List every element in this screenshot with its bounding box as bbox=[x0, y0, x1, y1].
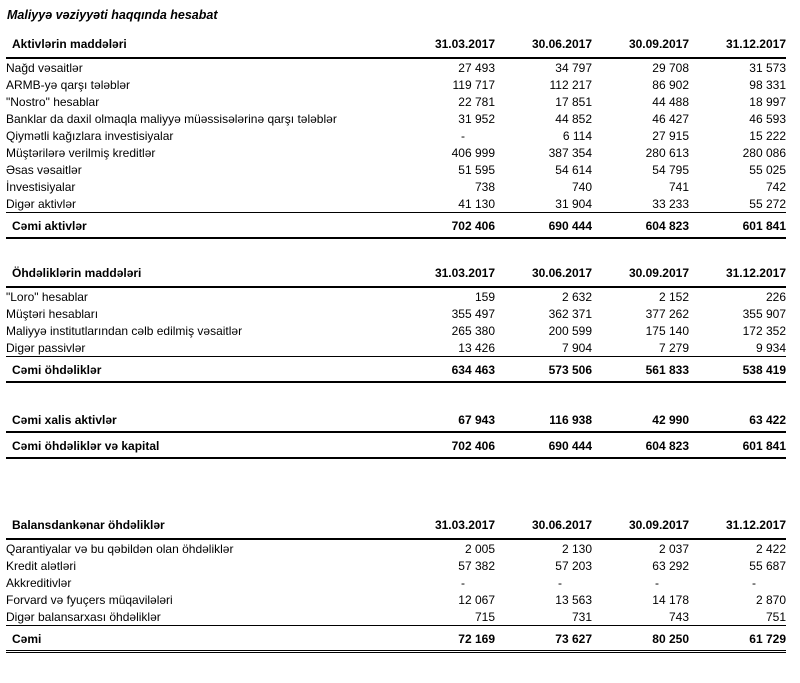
row-value: 2 152 bbox=[658, 289, 689, 304]
total-value: 116 938 bbox=[495, 407, 592, 432]
financial-table bbox=[6, 263, 786, 383]
row-value: 362 371 bbox=[548, 306, 592, 321]
table-row bbox=[6, 195, 786, 213]
row-label: Müştərilərə verilmiş kreditlər bbox=[6, 145, 156, 160]
row-value: 18 997 bbox=[749, 94, 786, 109]
financial-table bbox=[6, 407, 786, 459]
row-value: 265 380 bbox=[451, 323, 495, 338]
row-value: 31 952 bbox=[458, 111, 495, 126]
total-value: 702 406 bbox=[398, 213, 495, 239]
total-value: 538 419 bbox=[689, 357, 786, 383]
row-value: 7 279 bbox=[658, 340, 689, 355]
row-value: 33 233 bbox=[652, 196, 689, 211]
total-value: 601 841 bbox=[689, 213, 786, 239]
row-value: 13 426 bbox=[458, 340, 495, 355]
row-label: Nağd vəsaitlər bbox=[6, 60, 83, 75]
table-row bbox=[6, 127, 786, 144]
table-row bbox=[6, 322, 786, 339]
table-row bbox=[6, 110, 786, 127]
row-label: Digər balansarxası öhdəliklər bbox=[6, 609, 161, 624]
row-value: 751 bbox=[765, 609, 786, 624]
total-label: Cəmi öhdəliklər və kapital bbox=[6, 432, 398, 458]
total-value: 63 422 bbox=[689, 407, 786, 432]
report-title: Maliyyə vəziyyəti haqqında hesabat bbox=[7, 8, 218, 22]
row-value: 31 904 bbox=[555, 196, 592, 211]
row-label: Qiymətli kağızlara investisiyalar bbox=[6, 128, 174, 143]
table-row bbox=[6, 161, 786, 178]
column-header-date: 31.03.2017 bbox=[398, 515, 495, 539]
row-value: 51 595 bbox=[458, 162, 495, 177]
row-value: - bbox=[461, 575, 465, 590]
row-label: "Loro" hesablar bbox=[6, 289, 88, 304]
total-label: Cəmi bbox=[6, 626, 398, 652]
total-value: 634 463 bbox=[398, 357, 495, 383]
row-value: 738 bbox=[474, 179, 495, 194]
row-value: 41 130 bbox=[458, 196, 495, 211]
total-value: 72 169 bbox=[398, 626, 495, 652]
row-value: 14 178 bbox=[652, 592, 689, 607]
column-header-date: 31.12.2017 bbox=[689, 34, 786, 58]
table-row bbox=[6, 305, 786, 322]
row-value: 44 488 bbox=[652, 94, 689, 109]
total-value: 702 406 bbox=[398, 432, 495, 458]
row-label: Forvard və fyuçers müqavilələri bbox=[6, 592, 173, 607]
row-value: - bbox=[655, 575, 659, 590]
row-value: - bbox=[461, 128, 465, 143]
row-value: 280 613 bbox=[645, 145, 689, 160]
total-value: 604 823 bbox=[592, 432, 689, 458]
row-label: İnvestisiyalar bbox=[6, 179, 76, 194]
column-header-date: 30.06.2017 bbox=[495, 34, 592, 58]
section-header-row bbox=[6, 515, 786, 539]
table-row bbox=[6, 339, 786, 357]
table-row bbox=[6, 58, 786, 76]
column-header-date: 31.03.2017 bbox=[398, 263, 495, 287]
total-value: 690 444 bbox=[495, 213, 592, 239]
row-label: Maliyyə institutlarından cəlb edilmiş vəsaitlər bbox=[6, 323, 243, 338]
row-value: 2 422 bbox=[755, 541, 786, 556]
row-value: 743 bbox=[668, 609, 689, 624]
column-header-date: 31.12.2017 bbox=[689, 515, 786, 539]
row-label: Akkreditivlər bbox=[6, 575, 72, 590]
section-title: Balansdankənar öhdəliklər bbox=[6, 515, 398, 539]
row-value: 715 bbox=[474, 609, 495, 624]
row-value: 55 687 bbox=[749, 558, 786, 573]
row-value: 387 354 bbox=[548, 145, 592, 160]
column-header-date: 30.09.2017 bbox=[592, 515, 689, 539]
row-value: - bbox=[752, 575, 756, 590]
row-value: 741 bbox=[668, 179, 689, 194]
total-row bbox=[6, 626, 786, 652]
row-value: 9 934 bbox=[755, 340, 786, 355]
total-row bbox=[6, 357, 786, 383]
table-row bbox=[6, 287, 786, 305]
row-value: 46 593 bbox=[749, 111, 786, 126]
section-header-row bbox=[6, 34, 786, 58]
row-value: 57 203 bbox=[555, 558, 592, 573]
row-value: 13 563 bbox=[555, 592, 592, 607]
row-value: 54 795 bbox=[652, 162, 689, 177]
row-label: ARMB-yə qarşı tələblər bbox=[6, 77, 131, 92]
row-value: 55 025 bbox=[749, 162, 786, 177]
total-value: 61 729 bbox=[689, 626, 786, 652]
total-row bbox=[6, 432, 786, 458]
row-value: 7 904 bbox=[561, 340, 592, 355]
financial-table bbox=[6, 34, 786, 239]
row-label: Qarantiyalar və bu qəbildən olan öhdəliklər bbox=[6, 541, 234, 556]
row-value: 31 573 bbox=[749, 60, 786, 75]
total-label: Cəmi aktivlər bbox=[6, 213, 398, 239]
report-tables bbox=[6, 34, 786, 653]
total-value: 561 833 bbox=[592, 357, 689, 383]
row-value: 355 907 bbox=[742, 306, 786, 321]
table-row bbox=[6, 591, 786, 608]
total-value: 42 990 bbox=[592, 407, 689, 432]
row-value: 740 bbox=[571, 179, 592, 194]
column-header-date: 30.09.2017 bbox=[592, 34, 689, 58]
row-label: Müştəri hesabları bbox=[6, 306, 99, 321]
row-value: 731 bbox=[571, 609, 592, 624]
total-value: 690 444 bbox=[495, 432, 592, 458]
table-row bbox=[6, 608, 786, 626]
table-row bbox=[6, 76, 786, 93]
row-value: 29 708 bbox=[652, 60, 689, 75]
total-row bbox=[6, 407, 786, 432]
row-value: 2 870 bbox=[755, 592, 786, 607]
row-value: 22 781 bbox=[458, 94, 495, 109]
row-label: Digər passivlər bbox=[6, 340, 86, 355]
total-value: 67 943 bbox=[398, 407, 495, 432]
row-value: 159 bbox=[474, 289, 495, 304]
row-value: 226 bbox=[765, 289, 786, 304]
row-value: 2 632 bbox=[561, 289, 592, 304]
table-row bbox=[6, 574, 786, 591]
total-label: Cəmi öhdəliklər bbox=[6, 357, 398, 383]
row-label: Digər aktivlər bbox=[6, 196, 77, 211]
row-value: 17 851 bbox=[555, 94, 592, 109]
row-label: Banklar da daxil olmaqla maliyyə müəssisələrinə qarşı tələblər bbox=[6, 111, 337, 126]
column-header-date: 31.12.2017 bbox=[689, 263, 786, 287]
total-value: 601 841 bbox=[689, 432, 786, 458]
row-value: - bbox=[558, 575, 562, 590]
row-value: 2 130 bbox=[561, 541, 592, 556]
row-value: 406 999 bbox=[451, 145, 495, 160]
table-row bbox=[6, 539, 786, 557]
row-value: 15 222 bbox=[749, 128, 786, 143]
row-label: "Nostro" hesablar bbox=[6, 94, 100, 109]
row-value: 54 614 bbox=[555, 162, 592, 177]
table-row bbox=[6, 178, 786, 195]
section-title: Öhdəliklərin maddələri bbox=[6, 263, 398, 287]
row-value: 57 382 bbox=[458, 558, 495, 573]
table-row bbox=[6, 93, 786, 110]
column-header-date: 30.09.2017 bbox=[592, 263, 689, 287]
financial-table bbox=[6, 515, 786, 653]
row-value: 46 427 bbox=[652, 111, 689, 126]
row-value: 280 086 bbox=[742, 145, 786, 160]
total-value: 80 250 bbox=[592, 626, 689, 652]
row-label: Əsas vəsaitlər bbox=[6, 162, 82, 177]
column-header-date: 31.03.2017 bbox=[398, 34, 495, 58]
row-value: 742 bbox=[765, 179, 786, 194]
row-value: 119 717 bbox=[452, 77, 495, 92]
table-row bbox=[6, 557, 786, 574]
total-value: 604 823 bbox=[592, 213, 689, 239]
total-value: 573 506 bbox=[495, 357, 592, 383]
column-header-date: 30.06.2017 bbox=[495, 515, 592, 539]
row-value: 200 599 bbox=[548, 323, 592, 338]
row-value: 63 292 bbox=[652, 558, 689, 573]
row-value: 27 493 bbox=[458, 60, 495, 75]
row-value: 172 352 bbox=[742, 323, 786, 338]
table-row bbox=[6, 144, 786, 161]
total-label: Cəmi xalis aktivlər bbox=[6, 407, 398, 432]
row-value: 2 037 bbox=[658, 541, 689, 556]
row-value: 175 140 bbox=[645, 323, 689, 338]
column-header-date: 30.06.2017 bbox=[495, 263, 592, 287]
section-title: Aktivlərin maddələri bbox=[6, 34, 398, 58]
row-value: 6 114 bbox=[562, 128, 592, 143]
row-value: 355 497 bbox=[451, 306, 495, 321]
row-value: 44 852 bbox=[555, 111, 592, 126]
row-value: 377 262 bbox=[645, 306, 689, 321]
row-value: 98 331 bbox=[749, 77, 786, 92]
row-value: 12 067 bbox=[458, 592, 495, 607]
total-row bbox=[6, 213, 786, 239]
row-label: Kredit alətləri bbox=[6, 558, 77, 573]
row-value: 27 915 bbox=[652, 128, 689, 143]
row-value: 86 902 bbox=[652, 77, 689, 92]
total-value: 73 627 bbox=[495, 626, 592, 652]
row-value: 2 005 bbox=[464, 541, 495, 556]
row-value: 112 217 bbox=[549, 77, 592, 92]
section-header-row bbox=[6, 263, 786, 287]
row-value: 55 272 bbox=[749, 196, 786, 211]
row-value: 34 797 bbox=[555, 60, 592, 75]
